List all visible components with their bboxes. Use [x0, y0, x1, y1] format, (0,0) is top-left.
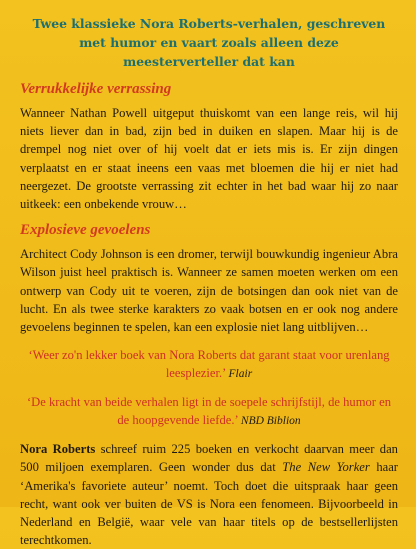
quote-1-text: ‘Weer zo'n lekker boek van Nora Roberts dat garant staat voor urenlang leesplezier.’	[28, 348, 390, 381]
bio-text-2: haar ‘Amerika's favoriete auteur’ noemt. Toch doet die uitspraak haar geen recht, want ook ver buiten de VS is Nora een fenomeen. Bijvoorbeeld in Nederland en België, waar vele van haar titels op de bestsellerlijsten terechtkomen.	[20, 460, 398, 548]
intro-tagline: Twee klassieke Nora Roberts-verhalen, geschreven met humor en vaart zoals alleen deze meesterverteller dat kan	[32, 16, 386, 69]
magazine-name: The New Yorker	[282, 460, 370, 475]
author-name: Nora Roberts	[20, 442, 96, 457]
section-title-1: Verrukkelijke verrassing	[20, 81, 172, 97]
quote-1	[20, 346, 398, 383]
bio-text-1: schreef ruim 225 boeken en verkocht daarvan meer dan 500 miljoen exemplaren. Geen wonder dus dat	[20, 442, 398, 475]
section-title-2: Explosieve gevoelens	[20, 222, 151, 239]
quote-2	[20, 393, 398, 430]
quote-2-source: NBD Biblion	[240, 415, 301, 428]
section-text-2: Architect Cody Johnson is een dromer, terwijl bouwkundig ingenieur Abra Wilson juist heel praktisch is. Wanneer ze samen moeten werken om een ontwerp van Cody uit te voeren, zijn de botsingen dan ook niet van de lucht. En als twee sterke karakters zo vaak botsen en er ook nog andere gevoelens beginnen te spelen, kan een explosie niet lang uitblijven…	[20, 247, 398, 335]
author-bio	[20, 440, 398, 549]
quote-1-source: Flair	[228, 368, 253, 381]
section-text-1: Wanneer Nathan Powell uitgeput thuiskomt van een lange reis, wil hij niets liever dan in bad, zijn bed in duiken en slapen. Maar hij is de drempel nog niet over of hij voelt dat er iets mis is. Er zijn dingen verplaatst en er staat ineens een vaas met bloemen die hij er niet had neergezet. De grootste verrassing zit echter in het bad waar hij zo naar uitkeek: een onbekende vrouw…	[20, 106, 398, 212]
quote-2-text: ‘De kracht van beide verhalen ligt in de soepele schrijfstijl, de humor en de hoopgevende liefde.’	[26, 395, 392, 428]
